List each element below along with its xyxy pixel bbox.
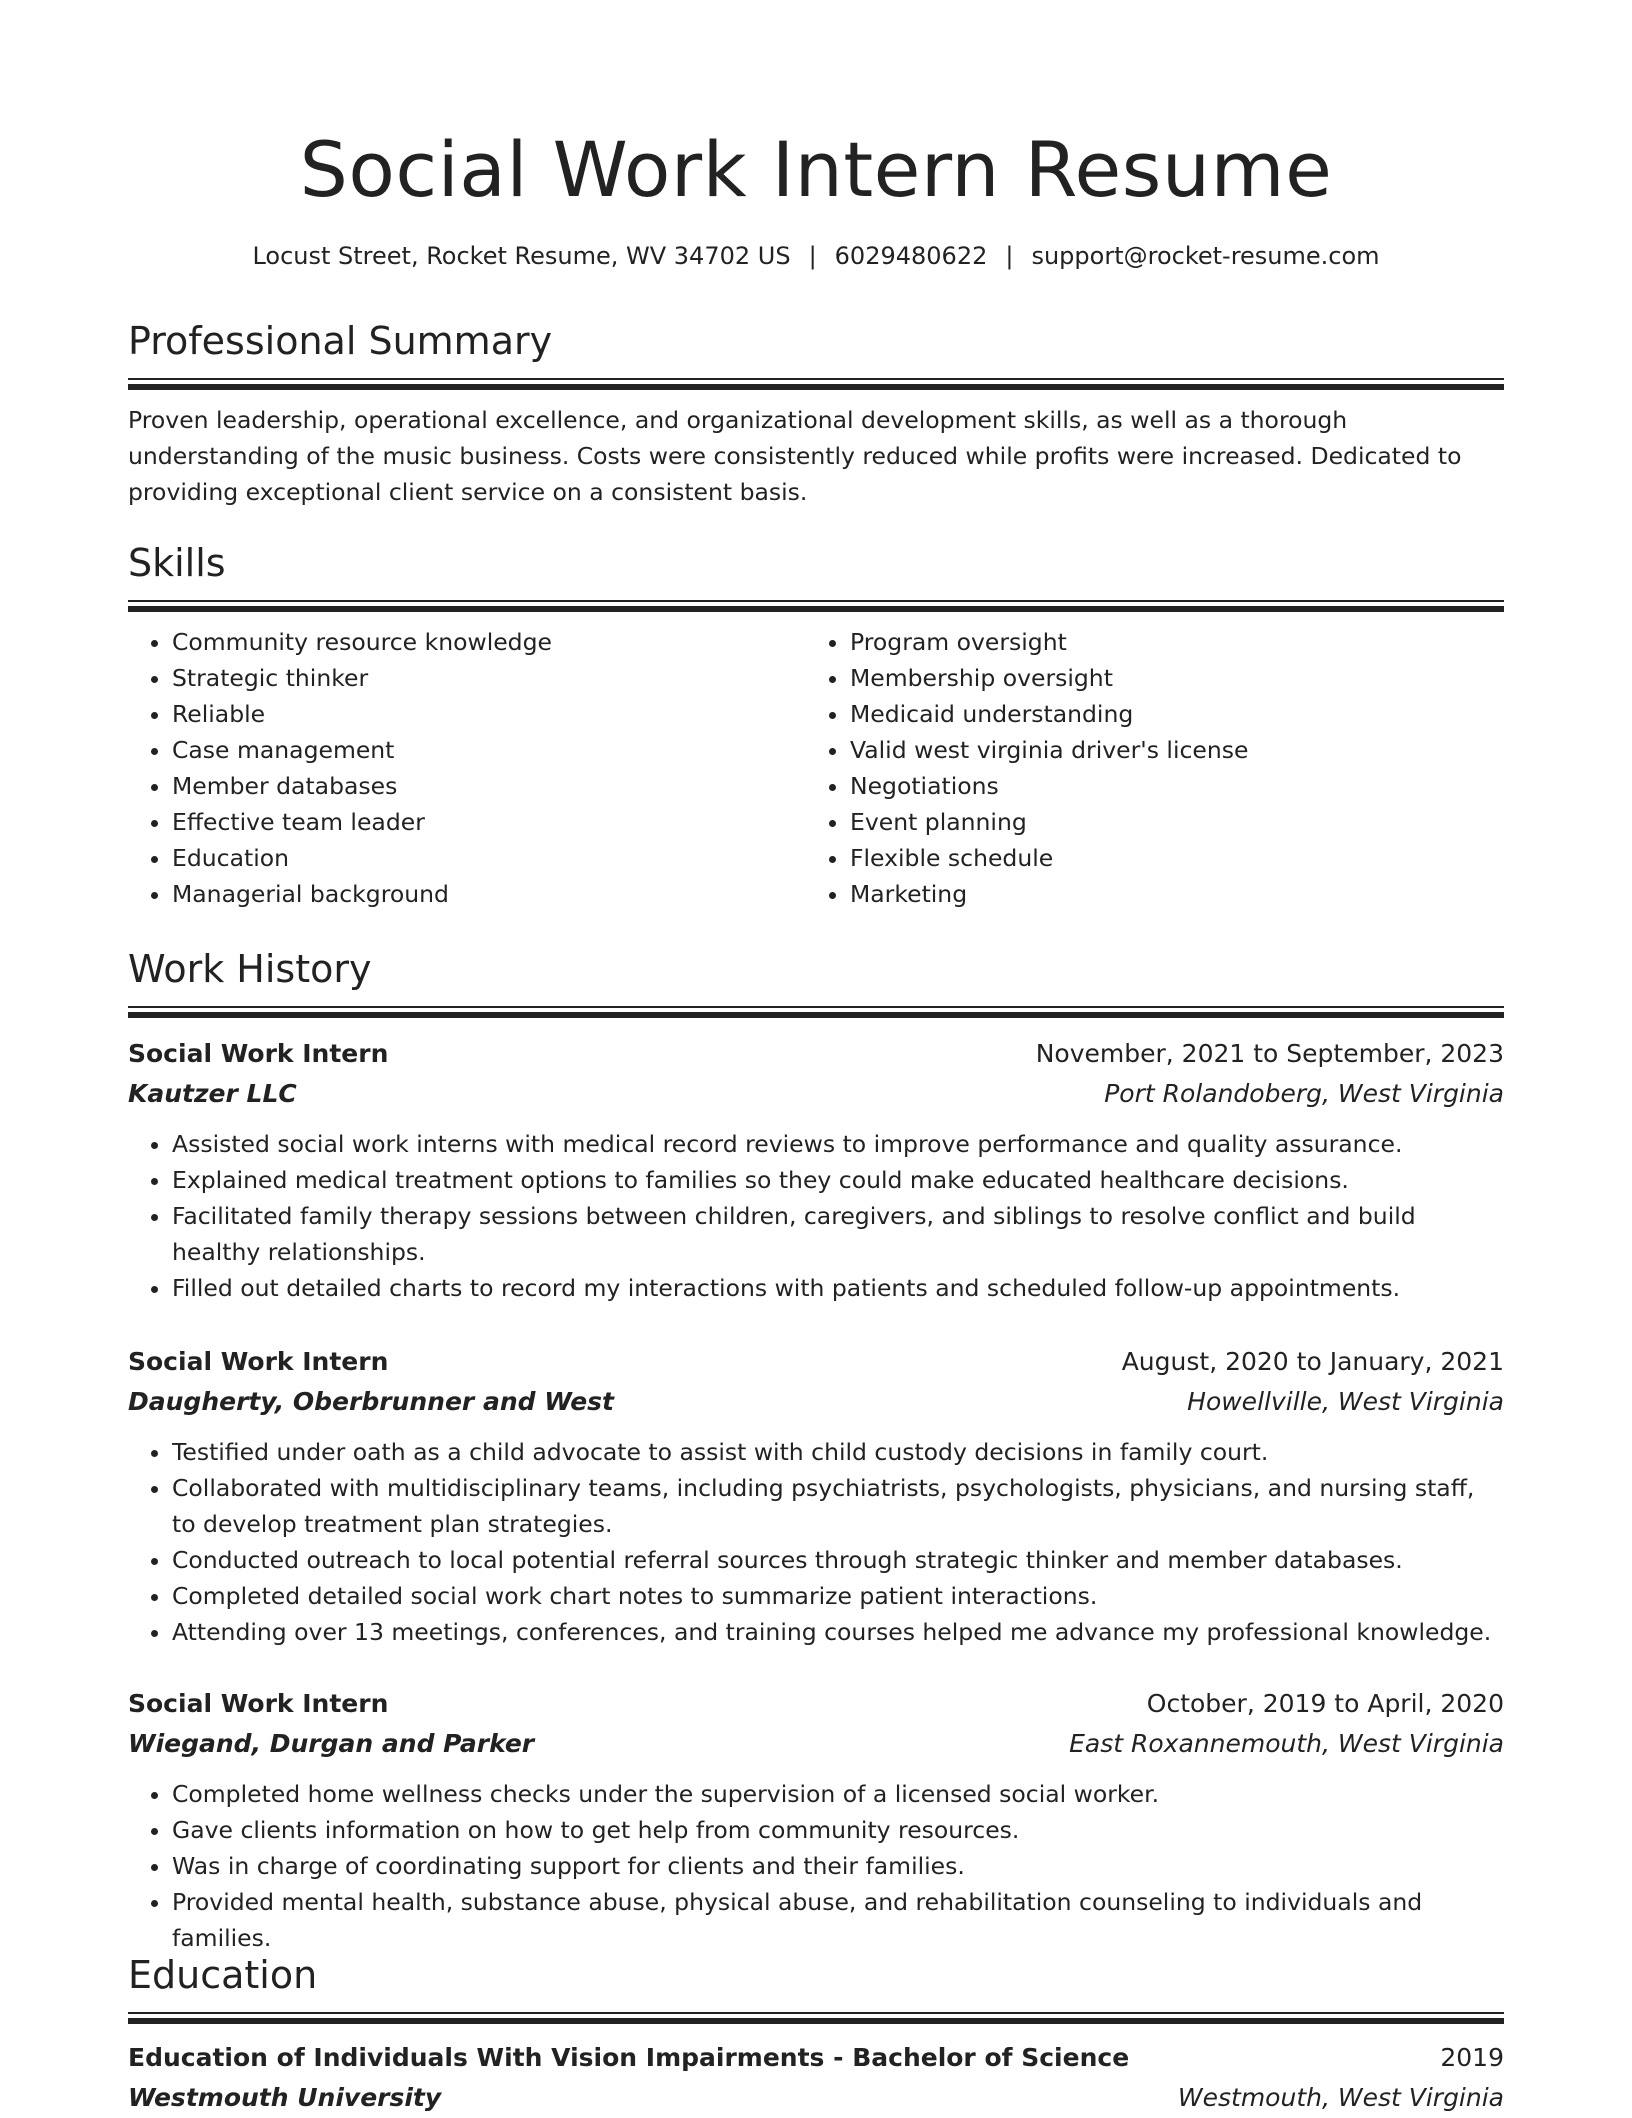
job-dates: October, 2019 to April, 2020: [1146, 1689, 1504, 1718]
skill-item: • Effective team leader: [172, 804, 806, 840]
job-bullet: • Completed home wellness checks under the supervision of a licensed social worker.: [172, 1776, 1504, 1812]
section-heading-education: Education: [128, 1953, 318, 1997]
job-employer-row: [128, 1074, 1504, 1114]
skills-section: [128, 538, 1504, 912]
contact-email: support@rocket-resume.com: [1031, 242, 1380, 270]
education-section: [128, 1950, 1504, 2024]
education-year: 2019: [1440, 2043, 1504, 2072]
education-header-row: [128, 2038, 1504, 2078]
education-location: Westmouth, West Virginia: [1177, 2083, 1504, 2112]
skill-item: • Valid west virginia driver's license: [850, 732, 1484, 768]
job-employer: Wiegand, Durgan and Parker: [128, 1729, 535, 1758]
job-bullet: • Completed detailed social work chart notes to summarize patient interactions.: [172, 1578, 1504, 1614]
education-school-row: [128, 2078, 1504, 2118]
skill-item: • Marketing: [850, 876, 1484, 912]
contact-separator: |: [808, 242, 817, 270]
job-title: Social Work Intern: [128, 1347, 389, 1376]
section-divider: [128, 600, 1504, 612]
job-location: East Roxannemouth, West Virginia: [1069, 1729, 1504, 1758]
education-degree: Education of Individuals With Vision Impairments - Bachelor of Science: [128, 2043, 1130, 2072]
job-header-row: [128, 1684, 1504, 1724]
job-title: Social Work Intern: [128, 1689, 389, 1718]
job-employer: Daugherty, Oberbrunner and West: [128, 1387, 614, 1416]
skill-item: • Strategic thinker: [172, 660, 806, 696]
skill-item: • Community resource knowledge: [172, 624, 806, 660]
skills-column-left: [128, 624, 806, 912]
contact-separator: |: [1005, 242, 1014, 270]
job-bullet: • Gave clients information on how to get help from community resources.: [172, 1812, 1504, 1848]
section-heading-summary: Professional Summary: [128, 319, 553, 363]
skill-item: • Event planning: [850, 804, 1484, 840]
job-title: Social Work Intern: [128, 1039, 389, 1068]
section-divider: [128, 2012, 1504, 2024]
skill-item: • Member databases: [172, 768, 806, 804]
work-history-section: [128, 944, 1504, 1018]
skill-item: • Negotiations: [850, 768, 1484, 804]
section-heading-work-history: Work History: [128, 947, 372, 991]
job-bullet: • Conducted outreach to local potential referral sources through strategic thinker and member databases.: [172, 1542, 1504, 1578]
summary-section: [128, 316, 1504, 510]
skill-item: • Program oversight: [850, 624, 1484, 660]
job-employer-row: [128, 1382, 1504, 1422]
section-divider: [128, 1006, 1504, 1018]
skill-item: • Managerial background: [172, 876, 806, 912]
job-entry: [128, 1342, 1504, 1650]
skill-item: • Flexible schedule: [850, 840, 1484, 876]
job-bullet: • Explained medical treatment options to families so they could make educated healthcare decisions.: [172, 1162, 1504, 1198]
skill-item: • Membership oversight: [850, 660, 1484, 696]
skill-item: • Medicaid understanding: [850, 696, 1484, 732]
job-bullet: • Facilitated family therapy sessions between children, caregivers, and siblings to resolve conflict and build healthy relationships.: [172, 1198, 1504, 1270]
job-entry: [128, 1034, 1504, 1306]
job-employer: Kautzer LLC: [128, 1079, 297, 1108]
job-bullet: • Attending over 13 meetings, conferences, and training courses helped me advance my professional knowledge.: [172, 1614, 1504, 1650]
job-bullet: • Testified under oath as a child advocate to assist with child custody decisions in family court.: [172, 1434, 1504, 1470]
skill-item: • Education: [172, 840, 806, 876]
job-bullet: • Filled out detailed charts to record my interactions with patients and scheduled follow-up appointments.: [172, 1270, 1504, 1306]
skills-columns: [128, 624, 1504, 912]
education-school: Westmouth University: [128, 2083, 442, 2112]
summary-text: Proven leadership, operational excellence, and organizational development skills, as well as a thorough understanding of the music business. Costs were consistently reduced while profits were increased. Dedicated to providing exceptional client service on a consistent basis.: [128, 406, 1462, 506]
skills-column-right: [806, 624, 1484, 912]
skill-item: • Reliable: [172, 696, 806, 732]
education-entry: [128, 2038, 1504, 2118]
contact-address: Locust Street, Rocket Resume, WV 34702 US: [252, 242, 791, 270]
contact-line: [128, 238, 1504, 274]
job-bullets: [128, 1126, 1504, 1306]
section-divider: [128, 378, 1504, 390]
contact-phone: 6029480622: [834, 242, 988, 270]
job-location: Port Rolandoberg, West Virginia: [1104, 1079, 1504, 1108]
job-header-row: [128, 1342, 1504, 1382]
job-entry: [128, 1684, 1504, 1956]
job-location: Howellville, West Virginia: [1187, 1387, 1504, 1416]
job-dates: August, 2020 to January, 2021: [1121, 1347, 1504, 1376]
job-bullets: [128, 1776, 1504, 1956]
skill-item: • Case management: [172, 732, 806, 768]
job-bullet: • Was in charge of coordinating support for clients and their families.: [172, 1848, 1504, 1884]
job-bullet: • Assisted social work interns with medical record reviews to improve performance and quality assurance.: [172, 1126, 1504, 1162]
section-heading-skills: Skills: [128, 541, 226, 585]
job-bullet: • Collaborated with multidisciplinary teams, including psychiatrists, psychologists, physicians, and nursing staff, to develop treatment plan strategies.: [172, 1470, 1504, 1542]
job-bullets: [128, 1434, 1504, 1650]
job-header-row: [128, 1034, 1504, 1074]
job-bullet: • Provided mental health, substance abuse, physical abuse, and rehabilitation counseling to individuals and families.: [172, 1884, 1504, 1956]
job-employer-row: [128, 1724, 1504, 1764]
job-dates: November, 2021 to September, 2023: [1035, 1039, 1504, 1068]
page-title: Social Work Intern Resume: [299, 125, 1333, 214]
